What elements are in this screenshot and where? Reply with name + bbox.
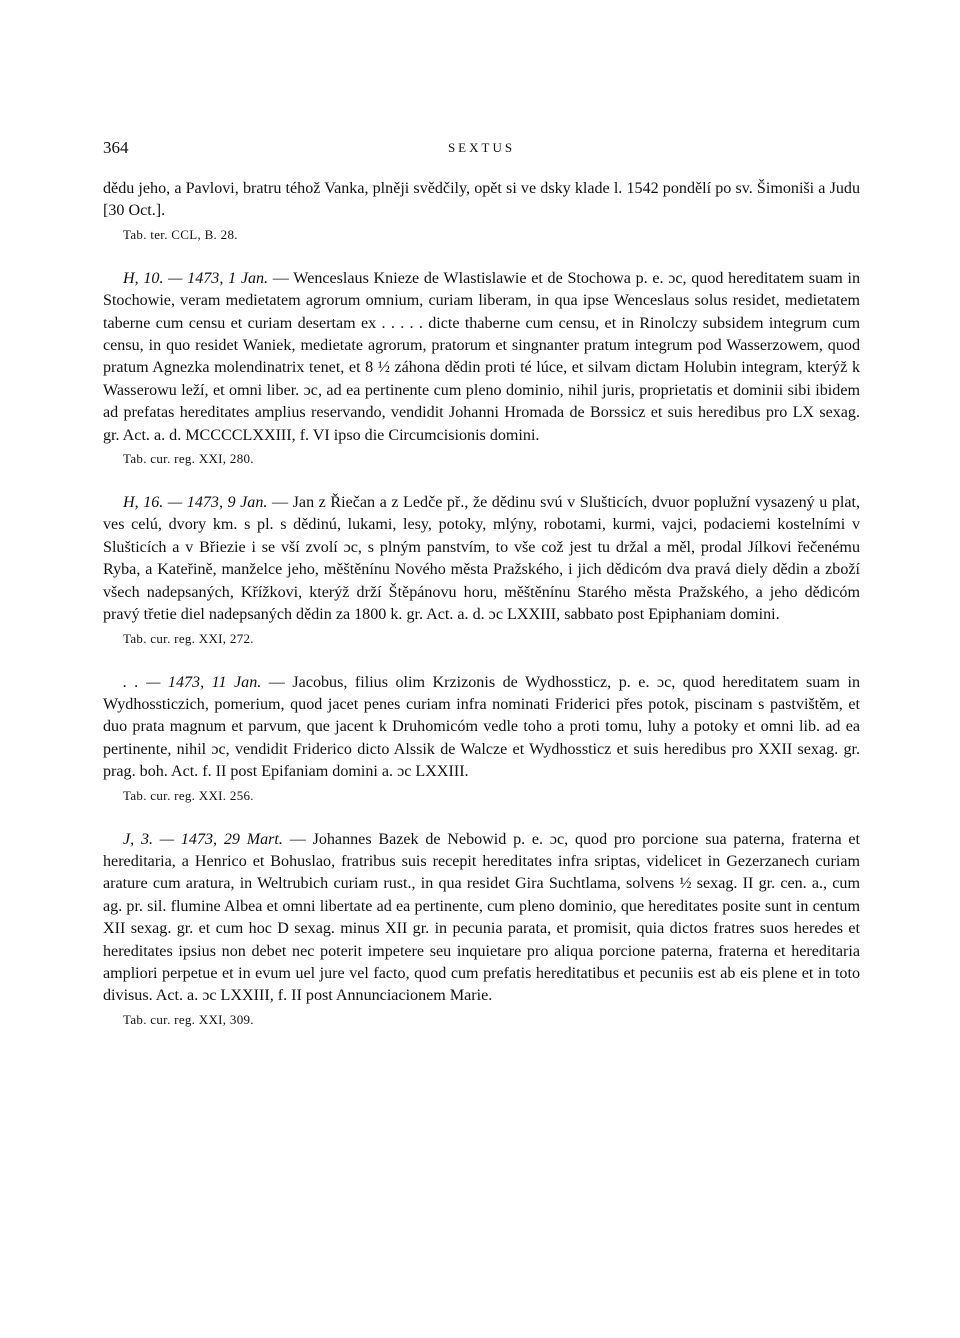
entry-text: — Jacobus, filius olim Krzizonis de Wydhossticz, p. e. ɔc, quod hereditatem suam in Wydhossticzich, pomerium, quod jacet penes curiam infra nominati Friderici přes potok, piscinam s pastvištěm, et duo prata magnum et parvum, que jacent k Druhomicóm vedle toho a proti tomu, luhy a potoky et omni lib. ad ea pertinente, nihil ɔc, vendidit Friderico dicto Alssik de Walcze et Wydhossticz et suis heredibus pro XXII sexag. gr. prag. boh. Act. f. II post Epifaniam domini a. ɔc LXXIII. — [103, 673, 860, 781]
entry-h16 — [103, 492, 860, 646]
page-body — [103, 178, 860, 1028]
entry-paragraph — [103, 672, 860, 784]
entry-citation: Tab. cur. reg. XXI. 256. — [123, 787, 254, 803]
entry-citation: Tab. cur. reg. XXI, 272. — [123, 630, 254, 646]
entry-citation: Tab. cur. reg. XXI, 309. — [123, 1011, 254, 1027]
entry-signature: H, 16. — 1473, 9 Jan. — [123, 494, 268, 512]
running-title: SEXTUS — [447, 140, 516, 155]
entry-citation: Tab. cur. reg. XXI, 280. — [123, 451, 254, 467]
intro-citation: Tab. ter. CCL, B. 28. — [123, 226, 238, 242]
entry-h10 — [103, 268, 860, 467]
entry-signature: H, 10. — 1473, 1 Jan. — [123, 269, 269, 287]
entry-text: — Wenceslaus Knieze de Wlastislawie et de Stochowa p. e. ɔc, quod hereditatem suam in Stochowie, veram medietatem agrorum omnium, curiam liberam, in qua ipse Wenceslaus solus residet, medietatem taberne cum censu et curiam desertam ex . . . . . dicte thaberne cum censu, et in Rinolczy subsidem integrum cum censu, in quo residet Waniek, medietate agrorum, pratorum et singnanter pratum integrum pod Wasserzowem, quod pratum Agnezka molendinatrix tenet, et 8 ½ záhona dědin proti té lúce, et silvam dictam Holubin integram, kterýž k Wasserowu leží, et omni liber. ɔc, ad ea pertinente cum pleno dominio, nihil juris, proprietatis et dominii sibi ibidem ad prefatas hereditates amplius reservando, vendidit Johanni Hromada de Borssicz et suis heredibus pro LX sexag. gr. Act. a. d. MCCCCLXXIII, f. VI ipso die Circumcisionis domini. — [103, 269, 860, 444]
entry-paragraph — [103, 829, 860, 1008]
entry-signature: . . — 1473, 11 Jan. — [123, 673, 262, 691]
entry-paragraph — [103, 268, 860, 447]
intro-block — [103, 178, 860, 243]
page-number: 364 — [103, 138, 129, 157]
entry-j3 — [103, 829, 860, 1028]
entry-text: — Johannes Bazek de Nebowid p. e. ɔc, quod pro porcione sua paterna, fraterna et hereditaria, a Henrico et Bohuslao, fratribus suis recepit hereditates infra sriptas, videlicet in Gezerzanech curiam arature cum aratura, in Weltrubich curiam rust., in qua residet Gira Suchtlama, solvens ½ sexag. II gr. cen. a., cum ag. pr. sil. flumine Albea et omni libertate ad ea pertinente, cum pleno dominio, que hereditates posite sunt in centum XII sexag. gr. et cum hoc D sexag. minus XII gr. in pecunia parata, et promisit, quia dictos fratres suos heredes et hereditates ipsius non debet nec poterit impetere seu inquietare pro aliqua porcione paterna, fraterna et hereditaria ampliori perpetue et in evum uel jure vel facto, quod cum prefatis hereditatibus et pecuniis est ab eis plene et in toto divisus. Act. a. ɔc LXXIII, f. II post Annunciacionem Marie. — [103, 830, 860, 1005]
entry-11-jan — [103, 672, 860, 804]
entry-signature: J, 3. — 1473, 29 Mart. — [123, 830, 283, 848]
intro-paragraph: dědu jeho, a Pavlovi, bratru téhož Vanka, plněji svědčily, opět si ve dsky klade l. 1542 pondělí po sv. Šimoniši a Judu [30 Oct.]. — [103, 180, 860, 220]
entry-text: — Jan z Řiečan a z Ledče př., že dědinu svú v Slušticích, dvuor poplužní vysazený u plat, ves celú, dvory km. s pl. s dědinú, lukami, lesy, potoky, mlýny, robotami, kurmi, vajci, podaciemi kostelními v Slušticích a v Břiezie i se vší zvolí ɔc, s plným panstvím, to vše což jest tu držal a měl, prodal Jílkovi řečenému Ryba, a Kateřině, manželce jeho, měštěnínu Nového města Pražského, i jich dědicóm dva pravá diely dědin a zboží všech nadepsaných, Křížkovi, kterýž drží Štěpánovu horu, měštěnínu Starého města Pražského, a jeho dědicóm pravý třetie diel nadepsaných dědin za 1800 k. gr. Act. a. d. ɔc LXXIII, sabbato post Epiphaniam domini. — [103, 494, 860, 624]
page-header — [103, 138, 860, 162]
entry-paragraph — [103, 492, 860, 626]
